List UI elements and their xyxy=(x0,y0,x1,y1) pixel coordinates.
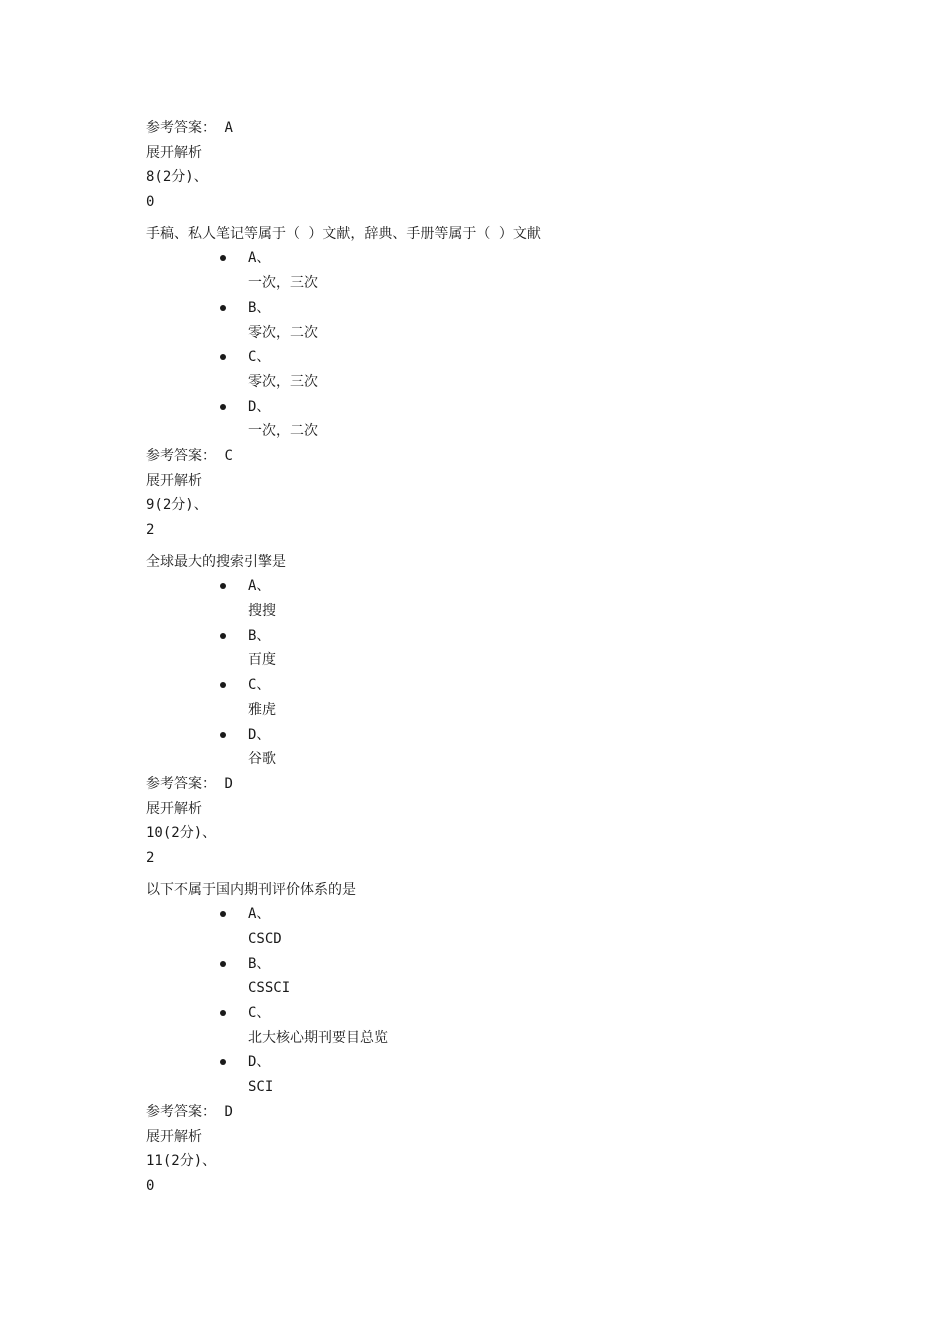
option-letter: C、 xyxy=(248,677,271,694)
option-text: 雅虎 xyxy=(248,701,276,718)
answer-block-7 xyxy=(146,116,846,215)
option-d[interactable] xyxy=(146,723,846,772)
bullet-icon xyxy=(220,633,226,639)
option-text: 北大核心期刊要目总览 xyxy=(248,1029,388,1046)
option-a[interactable] xyxy=(146,574,846,623)
answer-value: D xyxy=(224,775,233,792)
option-text: 一次，三次 xyxy=(248,275,318,292)
question-score: 2 xyxy=(146,522,155,538)
question-score: 0 xyxy=(146,194,155,211)
option-text: 零次，二次 xyxy=(248,324,318,341)
option-list xyxy=(146,246,846,444)
expand-analysis-link[interactable]: 展开解析 xyxy=(146,144,202,161)
option-text: 一次，二次 xyxy=(248,423,318,440)
reference-answer xyxy=(146,444,846,469)
bullet-icon xyxy=(220,305,226,311)
question-block-9 xyxy=(146,550,846,871)
expand-analysis-link[interactable]: 展开解析 xyxy=(146,472,202,489)
option-a[interactable] xyxy=(146,246,846,295)
option-d[interactable] xyxy=(146,395,846,444)
bullet-icon xyxy=(220,583,226,589)
option-list xyxy=(146,574,846,772)
question-score: 2 xyxy=(146,849,155,866)
option-letter: D、 xyxy=(248,1054,271,1071)
reference-answer xyxy=(146,116,846,141)
question-text: 全球最大的搜索引擎是 xyxy=(146,553,286,570)
answer-value: C xyxy=(224,447,233,464)
option-text: 百度 xyxy=(248,652,276,669)
option-letter: B、 xyxy=(248,955,271,972)
option-d[interactable] xyxy=(146,1050,846,1099)
option-text: SCI xyxy=(248,1079,274,1096)
answer-label: 参考答案： xyxy=(146,447,216,464)
option-letter: C、 xyxy=(248,1005,271,1022)
option-text: 谷歌 xyxy=(248,751,276,768)
reference-answer xyxy=(146,1100,846,1125)
bullet-icon xyxy=(220,961,226,967)
option-letter: C、 xyxy=(248,349,271,366)
question-text: 手稿、私人笔记等属于（ ）文献，辞典、手册等属于（ ）文献 xyxy=(146,225,541,242)
option-letter: D、 xyxy=(248,726,271,743)
bullet-icon xyxy=(220,682,226,688)
question-header: 11(2分)、 xyxy=(146,1153,217,1170)
option-b[interactable] xyxy=(146,952,846,1001)
option-c[interactable] xyxy=(146,673,846,722)
question-block-8 xyxy=(146,222,846,543)
option-b[interactable] xyxy=(146,296,846,345)
option-a[interactable] xyxy=(146,902,846,951)
option-list xyxy=(146,902,846,1100)
option-text: CSSCI xyxy=(248,980,291,997)
bullet-icon xyxy=(220,404,226,410)
option-letter: A、 xyxy=(248,578,271,595)
question-text: 以下不属于国内期刊评价体系的是 xyxy=(146,881,356,898)
option-c[interactable] xyxy=(146,1001,846,1050)
bullet-icon xyxy=(220,354,226,360)
answer-label: 参考答案： xyxy=(146,120,216,136)
option-text: 搜搜 xyxy=(248,603,276,620)
option-letter: B、 xyxy=(248,627,271,644)
bullet-icon xyxy=(220,1010,226,1016)
question-block-10 xyxy=(146,878,846,1199)
option-letter: D、 xyxy=(248,398,271,415)
expand-analysis-link[interactable]: 展开解析 xyxy=(146,800,202,817)
option-letter: A、 xyxy=(248,250,271,267)
option-text: CSCD xyxy=(248,931,282,947)
option-b[interactable] xyxy=(146,624,846,673)
option-letter: B、 xyxy=(248,299,271,316)
bullet-icon xyxy=(220,1059,226,1065)
bullet-icon xyxy=(220,255,226,261)
question-header: 9(2分)、 xyxy=(146,497,208,514)
bullet-icon xyxy=(220,732,226,738)
answer-value: A xyxy=(224,120,233,136)
question-header: 8(2分)、 xyxy=(146,169,208,186)
question-header: 10(2分)、 xyxy=(146,825,217,842)
bullet-icon xyxy=(220,911,226,917)
answer-value: D xyxy=(224,1103,233,1120)
answer-label: 参考答案： xyxy=(146,1103,216,1120)
document-page xyxy=(146,116,846,1199)
option-text: 零次，三次 xyxy=(248,373,318,390)
expand-analysis-link[interactable]: 展开解析 xyxy=(146,1128,202,1145)
question-score: 0 xyxy=(146,1177,155,1194)
reference-answer xyxy=(146,772,846,797)
answer-label: 参考答案： xyxy=(146,775,216,792)
option-letter: A、 xyxy=(248,906,271,923)
option-c[interactable] xyxy=(146,345,846,394)
